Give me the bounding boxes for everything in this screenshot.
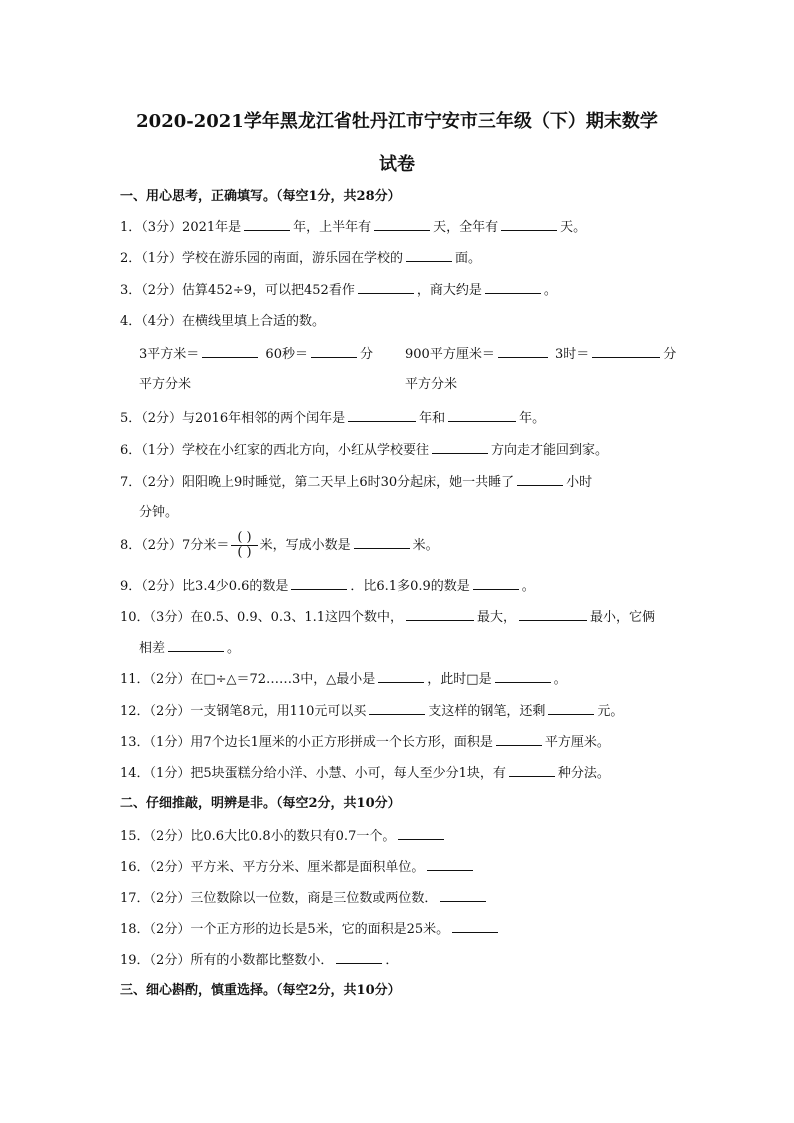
q11-text: 。 — [553, 672, 567, 687]
q2-text: 面。 — [455, 251, 482, 266]
answer-blank[interactable] — [374, 218, 430, 231]
question-4 — [120, 313, 325, 331]
q17-text: 17．（2分）三位数除以一位数，商是三位数或两位数． — [120, 891, 438, 906]
answer-blank[interactable] — [406, 249, 452, 262]
answer-blank[interactable] — [244, 218, 290, 231]
answer-blank[interactable] — [501, 218, 557, 231]
answer-blank[interactable] — [440, 889, 486, 902]
answer-blank[interactable] — [448, 409, 516, 422]
q11-text: 11．（2分）在□÷△＝72……3中，△最小是 — [120, 672, 376, 687]
q10-text: 相差 — [139, 641, 166, 656]
question-1 — [120, 218, 586, 237]
q14-text: 种分法。 — [557, 766, 610, 781]
q6-text: 方向走才能回到家。 — [491, 443, 609, 458]
question-15 — [120, 827, 447, 846]
answer-blank[interactable] — [358, 281, 414, 294]
fraction-denominator: ( ) — [237, 545, 252, 560]
question-3 — [120, 281, 557, 300]
answer-blank[interactable] — [473, 577, 519, 590]
answer-blank[interactable] — [592, 345, 660, 358]
q1-text: 1．（3分）2021年是 — [120, 220, 242, 235]
q4-text: 分 — [663, 347, 677, 362]
q2-text: 2．（1分）学校在游乐园的南面，游乐园在学校的 — [120, 251, 404, 266]
q10-text: 最小，它俩 — [590, 610, 656, 625]
q3-text: 3．（2分）估算452÷9，可以把452看作 — [120, 283, 355, 298]
q10-text: 最大， — [477, 610, 517, 625]
q19-text: 19．（2分）所有的小数都比整数小． — [120, 953, 334, 968]
q1-text: 年，上半年有 — [293, 220, 372, 235]
q19-text: ． — [385, 953, 399, 968]
q4-text: 4．（4分）在横线里填上合适的数。 — [120, 314, 326, 329]
q12-text: 支这样的钢笔，还剩 — [428, 704, 546, 719]
q9-text: ．比6.1多0.9的数是 — [350, 579, 470, 594]
answer-blank[interactable] — [311, 345, 357, 358]
q18-text: 18．（2分）一个正方形的边长是5米，它的面积是25米。 — [120, 922, 450, 937]
q12-text: 元。 — [597, 704, 624, 719]
question-10-cont — [139, 639, 240, 658]
section-3-heading: 三、细心斟酌，慎重选择。（每空2分，共10分） — [120, 983, 401, 998]
question-10 — [120, 608, 655, 627]
question-11 — [120, 670, 567, 689]
q9-text: 9．（2分）比3.4少0.6的数是 — [120, 579, 289, 594]
fraction-numerator: ( ) — [231, 531, 257, 546]
q4-text: 900平方厘米＝ — [405, 347, 495, 362]
q5-text: 年。 — [519, 411, 546, 426]
answer-blank[interactable] — [519, 608, 587, 621]
fraction-blank[interactable] — [231, 531, 257, 560]
question-12 — [120, 702, 623, 721]
exam-title: 2020-2021学年黑龙江省牡丹江市宁安市三年级（下）期末数学 — [136, 111, 658, 132]
answer-blank[interactable] — [336, 951, 382, 964]
question-14 — [120, 764, 610, 783]
question-5 — [120, 409, 545, 428]
answer-blank[interactable] — [498, 345, 548, 358]
q8-text: 米，写成小数是 — [259, 538, 351, 553]
answer-blank[interactable] — [202, 345, 258, 358]
question-4-row-right — [405, 345, 676, 364]
q4-text: 3平方米＝ — [139, 347, 200, 362]
answer-blank[interactable] — [406, 608, 474, 621]
q7-text: 小时 — [566, 475, 593, 490]
answer-blank[interactable] — [348, 409, 416, 422]
question-4-row — [139, 345, 373, 364]
answer-blank[interactable] — [354, 536, 410, 549]
q7-text: 7．（2分）阳阳晚上9时睡觉，第二天早上6时30分起床，她一共睡了 — [120, 475, 515, 490]
question-6 — [120, 441, 608, 460]
q1-text: 天。 — [560, 220, 587, 235]
q6-text: 6．（1分）学校在小红家的西北方向，小红从学校要往 — [120, 443, 430, 458]
q3-text: 。 — [543, 283, 557, 298]
q13-text: 平方厘米。 — [544, 735, 610, 750]
q4-text: 60秒＝ — [265, 347, 308, 362]
question-9 — [120, 577, 535, 596]
q4-unit: 平方分米 — [405, 377, 458, 392]
answer-blank[interactable] — [495, 670, 551, 683]
q4-text: 分 — [359, 347, 373, 362]
q13-text: 13．（1分）用7个边长1厘米的小正方形拼成一个长方形，面积是 — [120, 735, 493, 750]
q4-text: 3时＝ — [554, 347, 590, 362]
section-1-heading: 一、用心思考，正确填写。（每空1分，共28分） — [120, 189, 401, 204]
question-7 — [120, 473, 592, 492]
exam-title-cont: 试卷 — [379, 154, 415, 175]
q14-text: 14．（1分）把5块蛋糕分给小洋、小慧、小可，每人至少分1块，有 — [120, 766, 506, 781]
question-2 — [120, 249, 481, 268]
q11-text: ，此时□是 — [427, 672, 492, 687]
q5-text: 年和 — [419, 411, 446, 426]
q4-unit: 平方分米 — [139, 377, 192, 392]
q12-text: 12．（2分）一支钢笔8元，用110元可以买 — [120, 704, 367, 719]
answer-blank[interactable] — [496, 733, 542, 746]
q1-text: 天，全年有 — [433, 220, 499, 235]
question-18 — [120, 920, 501, 939]
question-16 — [120, 858, 476, 877]
q8-text: 米。 — [412, 538, 439, 553]
q3-text: ，商大约是 — [416, 283, 482, 298]
question-13 — [120, 733, 610, 752]
answer-blank[interactable] — [427, 858, 473, 871]
q10-text: 。 — [227, 641, 241, 656]
answer-blank[interactable] — [291, 577, 347, 590]
answer-blank[interactable] — [517, 473, 563, 486]
q9-text: 。 — [521, 579, 535, 594]
q7-text: 分钟。 — [139, 505, 179, 520]
answer-blank[interactable] — [452, 920, 498, 933]
q16-text: 16．（2分）平方米、平方分米、厘米都是面积单位。 — [120, 860, 425, 875]
answer-blank[interactable] — [432, 441, 488, 454]
q15-text: 15．（2分）比0.6大比0.8小的数只有0.7一个。 — [120, 829, 396, 844]
question-8 — [120, 531, 439, 560]
answer-blank[interactable] — [168, 639, 224, 652]
answer-blank[interactable] — [485, 281, 541, 294]
section-2-heading: 二、仔细推敲，明辨是非。（每空2分，共10分） — [120, 796, 401, 811]
q8-text: 8．（2分）7分米＝ — [120, 538, 230, 553]
answer-blank[interactable] — [369, 702, 425, 715]
question-19 — [120, 951, 398, 970]
q5-text: 5．（2分）与2016年相邻的两个闰年是 — [120, 411, 346, 426]
answer-blank[interactable] — [378, 670, 424, 683]
answer-blank[interactable] — [509, 764, 555, 777]
question-17 — [120, 889, 489, 908]
q10-text: 10．（3分）在0.5、0.9、0.3、1.1这四个数中， — [120, 610, 404, 625]
answer-blank[interactable] — [398, 827, 444, 840]
answer-blank[interactable] — [548, 702, 594, 715]
